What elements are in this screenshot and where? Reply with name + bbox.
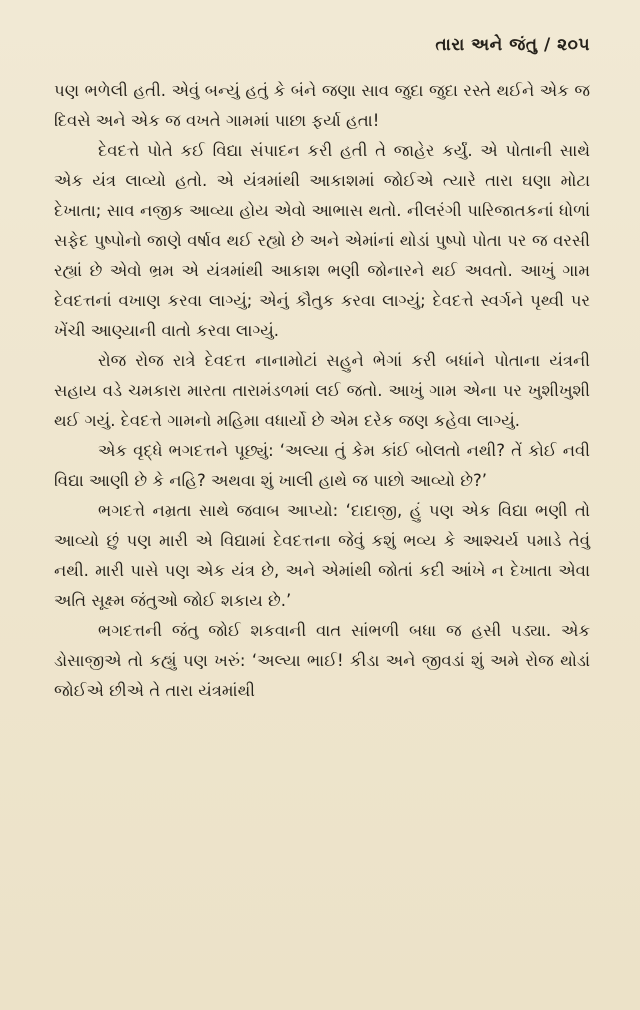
page-body [54,76,590,706]
paragraph: દેવદત્તે પોતે કઈ વિદ્યા સંપાદન કરી હતી તે જાહેર કર્યું. એ પોતાની સાથે એક યંત્ર લાવ્યો હતો. એ યંત્રમાંથી આકાશમાં જોઈએ ત્યારે તારા ઘણા મોટા દેખાતા; સાવ નજીક આવ્યા હોય એવો આભાસ થતો. નીલરંગી પારિજાતકનાં ધોળાં સફેદ પુષ્પોનો જાણે વર્ષાવ થઈ રહ્યો છે અને એમાંનાં થોડાં પુષ્પો પોતા પર જ વરસી રહ્યાં છે એવો ભ્રમ એ યંત્રમાંથી આકાશ ભણી જોનારને થઈ અવતો. આખું ગામ દેવદત્તનાં વખાણ કરવા લાગ્યું; એનું કૌતુક કરવા લાગ્યું; દેવદત્તે સ્વર્ગને પૃથ્વી પર ખેંચી આણ્યાની વાતો કરવા લાગ્યું. [54,141,590,340]
paragraph: ભગદત્તે નમ્રતા સાથે જવાબ આપ્યો: ‘દાદાજી, હું પણ એક વિદ્યા ભણી તો આવ્યો છું પણ મારી એ વિદ્યામાં દેવદત્તના જેવું કશું ભવ્ય કે આશ્ચર્ય પમાડે તેવું નથી. મારી પાસે પણ એક યંત્ર છે, અને એમાંથી જોતાં કદી આંખે ન દેખાતા એવા અતિ સૂક્ષ્મ જંતુઓ જોઈ શકાય છે.’ [54,501,590,610]
paragraph: ભગદત્તની જંતુ જોઈ શકવાની વાત સાંભળી બધા જ હસી પડ્યા. એક ડોસાજીએ તો કહ્યું પણ ખરું: ‘અલ્યા ભાઈ! કીડા અને જીવડાં શું અમે રોજ થોડાં જોઈએ છીએ તે તારા યંત્રમાંથી [54,621,590,700]
paragraph-continuation: પણ ભળેલી હતી. એવું બન્યું હતું કે બંને જણા સાવ જુદા જુદા રસ્તે થઈને એક જ દિવસે અને એક જ વખતે ગામમાં પાછા ફર્યા હતા! [54,81,590,130]
paragraph: રોજ રોજ રાત્રે દેવદત્ત નાનામોટાં સહુને ભેગાં કરી બધાંને પોતાના યંત્રની સહાય વડે ચમકારા મારતા તારામંડળમાં લઈ જતો. આખું ગામ એના પર ખુશીખુશી થઈ ગયું. દેવદત્તે ગામનો મહિમા વધાર્યો છે એમ દરેક જણ કહેવા લાગ્યું. [54,351,590,430]
running-header: તારા અને જંતુ / ૨૦૫ [435,35,590,55]
paragraph: એક વૃદ્ધે ભગદત્તને પૂછ્યું: ‘અલ્યા તું કેમ કાંઈ બોલતો નથી? તેં કોઈ નવી વિદ્યા આણી છે કે નહિ? અથવા શું ખાલી હાથે જ પાછો આવ્યો છે?’ [54,441,590,490]
